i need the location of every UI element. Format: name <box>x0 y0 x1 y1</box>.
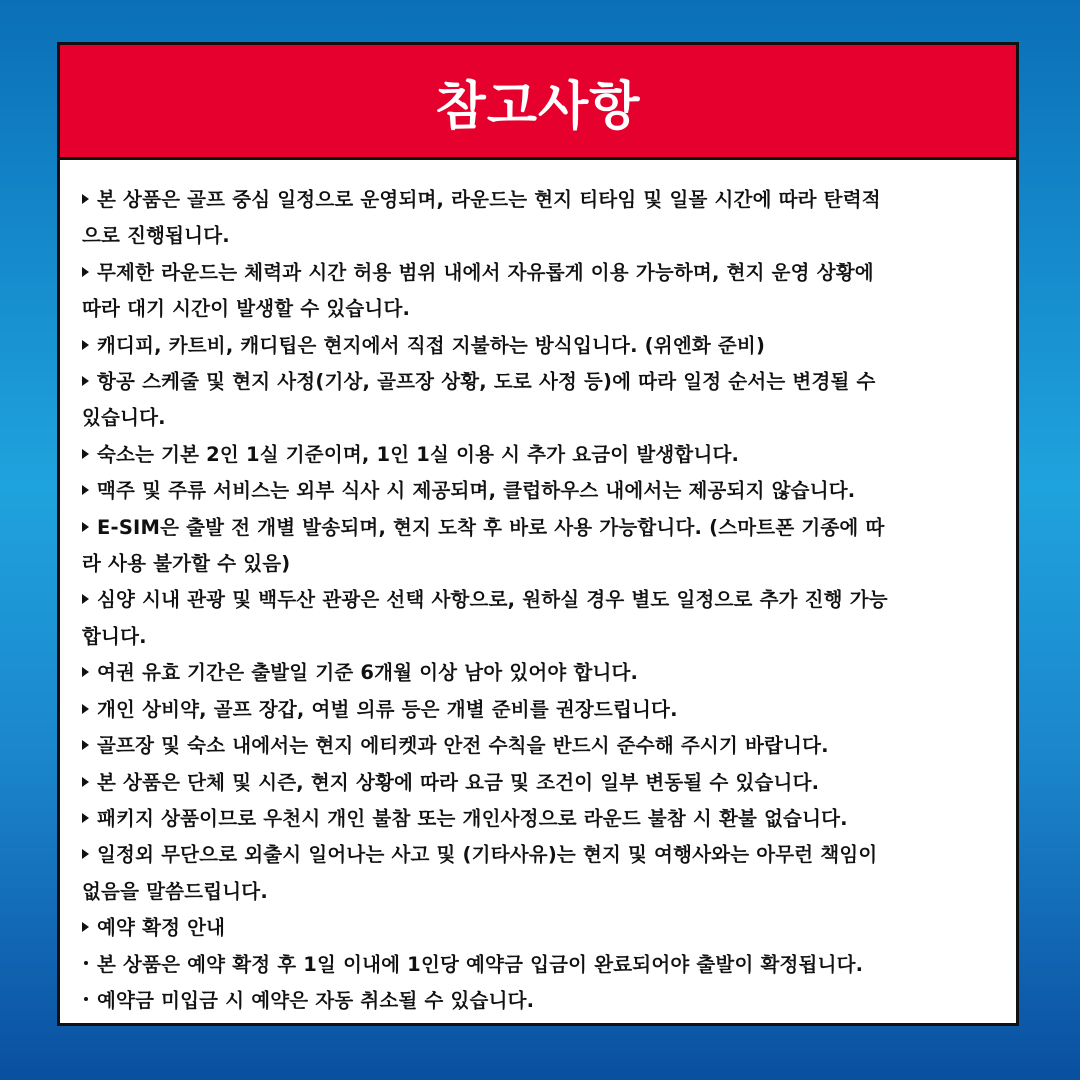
notice-text: 패키지 상품이므로 우천시 개인 불참 또는 개인사정으로 라운드 불참 시 환불 없습니다. <box>97 806 848 830</box>
notice-header <box>60 45 1016 160</box>
notice-text: 골프장 및 숙소 내에서는 현지 에티켓과 안전 수칙을 반드시 준수해 주시기 바랍니다. <box>97 734 829 758</box>
notice-text: 라 사용 불가할 수 있음) <box>82 552 291 576</box>
notice-line-continuation <box>82 291 994 327</box>
triangle-bullet-icon <box>82 194 89 204</box>
triangle-bullet-icon <box>82 704 89 714</box>
notice-item <box>82 182 994 218</box>
notice-item <box>82 437 994 473</box>
notice-item <box>82 328 994 364</box>
notice-text: 으로 진행됩니다. <box>82 224 230 248</box>
triangle-bullet-icon <box>82 267 89 277</box>
triangle-bullet-icon <box>82 522 89 532</box>
dot-bullet-icon <box>84 961 88 965</box>
triangle-bullet-icon <box>82 849 89 859</box>
notice-text: 따라 대기 시간이 발생할 수 있습니다. <box>82 297 411 321</box>
notice-panel <box>57 42 1019 1026</box>
notice-item <box>82 655 994 691</box>
notice-text: 항공 스케줄 및 현지 사정(기상, 골프장 상황, 도로 사정 등)에 따라 일정 순서는 변경될 수 <box>97 370 876 394</box>
triangle-bullet-icon <box>82 777 89 787</box>
notice-item <box>82 510 994 546</box>
dot-bullet-icon <box>84 997 88 1001</box>
notice-text: 맥주 및 주류 서비스는 외부 식사 시 제공되며, 클럽하우스 내에서는 제공되지 않습니다. <box>97 479 856 503</box>
notice-item <box>82 255 994 291</box>
triangle-bullet-icon <box>82 449 89 459</box>
notice-text: E-SIM은 출발 전 개별 발송되며, 현지 도착 후 바로 사용 가능합니다. (스마트폰 기종에 따 <box>97 515 885 539</box>
notice-item <box>82 837 994 873</box>
notice-title: 참고사항 <box>435 76 641 137</box>
notice-line-continuation <box>82 218 994 254</box>
triangle-bullet-icon <box>82 376 89 386</box>
notice-body <box>60 160 1016 1019</box>
notice-text: 본 상품은 예약 확정 후 1일 이내에 1인당 예약금 입금이 완료되어야 출발이 확정됩니다. <box>97 952 864 976</box>
notice-text: 본 상품은 골프 중심 일정으로 운영되며, 라운드는 현지 티타임 및 일몰 시간에 따라 탄력적 <box>97 188 881 211</box>
notice-line-continuation <box>82 874 994 910</box>
notice-item <box>82 728 994 764</box>
notice-text: 심양 시내 관광 및 백두산 관광은 선택 사항으로, 원하실 경우 별도 일정으로 추가 진행 가능 <box>97 588 888 612</box>
notice-line-continuation <box>82 619 994 655</box>
triangle-bullet-icon <box>82 594 89 604</box>
notice-line-continuation <box>82 546 994 582</box>
notice-text: 합니다. <box>82 624 147 648</box>
triangle-bullet-icon <box>82 667 89 677</box>
triangle-bullet-icon <box>82 485 89 495</box>
notice-item <box>82 582 994 618</box>
notice-text: 있습니다. <box>82 406 166 430</box>
notice-item <box>82 910 994 946</box>
triangle-bullet-icon <box>82 813 89 823</box>
notice-item <box>82 947 994 983</box>
triangle-bullet-icon <box>82 740 89 750</box>
notice-item <box>82 473 994 509</box>
notice-item <box>82 692 994 728</box>
notice-text: 본 상품은 단체 및 시즌, 현지 상황에 따라 요금 및 조건이 일부 변동될 수 있습니다. <box>97 770 820 794</box>
notice-text: 예약금 미입금 시 예약은 자동 취소될 수 있습니다. <box>97 988 535 1012</box>
notice-text: 캐디피, 카트비, 캐디팁은 현지에서 직접 지불하는 방식입니다. (위엔화 준비) <box>97 333 766 357</box>
notice-text: 일정외 무단으로 외출시 일어나는 사고 및 (기타사유)는 현지 및 여행사와는 아무런 책임이 <box>97 843 878 867</box>
notice-text: 여권 유효 기간은 출발일 기준 6개월 이상 남아 있어야 합니다. <box>97 661 639 685</box>
notice-text: 숙소는 기본 2인 1실 기준이며, 1인 1실 이용 시 추가 요금이 발생합니다. <box>97 442 740 466</box>
notice-line-continuation <box>82 400 994 436</box>
notice-text: 없음을 말씀드립니다. <box>82 879 268 903</box>
notice-item <box>82 765 994 801</box>
notice-item <box>82 801 994 837</box>
notice-text: 예약 확정 안내 <box>97 916 226 940</box>
triangle-bullet-icon <box>82 340 89 350</box>
notice-text: 개인 상비약, 골프 장갑, 여벌 의류 등은 개별 준비를 권장드립니다. <box>97 697 678 721</box>
notice-item <box>82 983 994 1019</box>
notice-item <box>82 364 994 400</box>
triangle-bullet-icon <box>82 922 89 932</box>
notice-text: 무제한 라운드는 체력과 시간 허용 범위 내에서 자유롭게 이용 가능하며, 현지 운영 상황에 <box>97 260 874 284</box>
